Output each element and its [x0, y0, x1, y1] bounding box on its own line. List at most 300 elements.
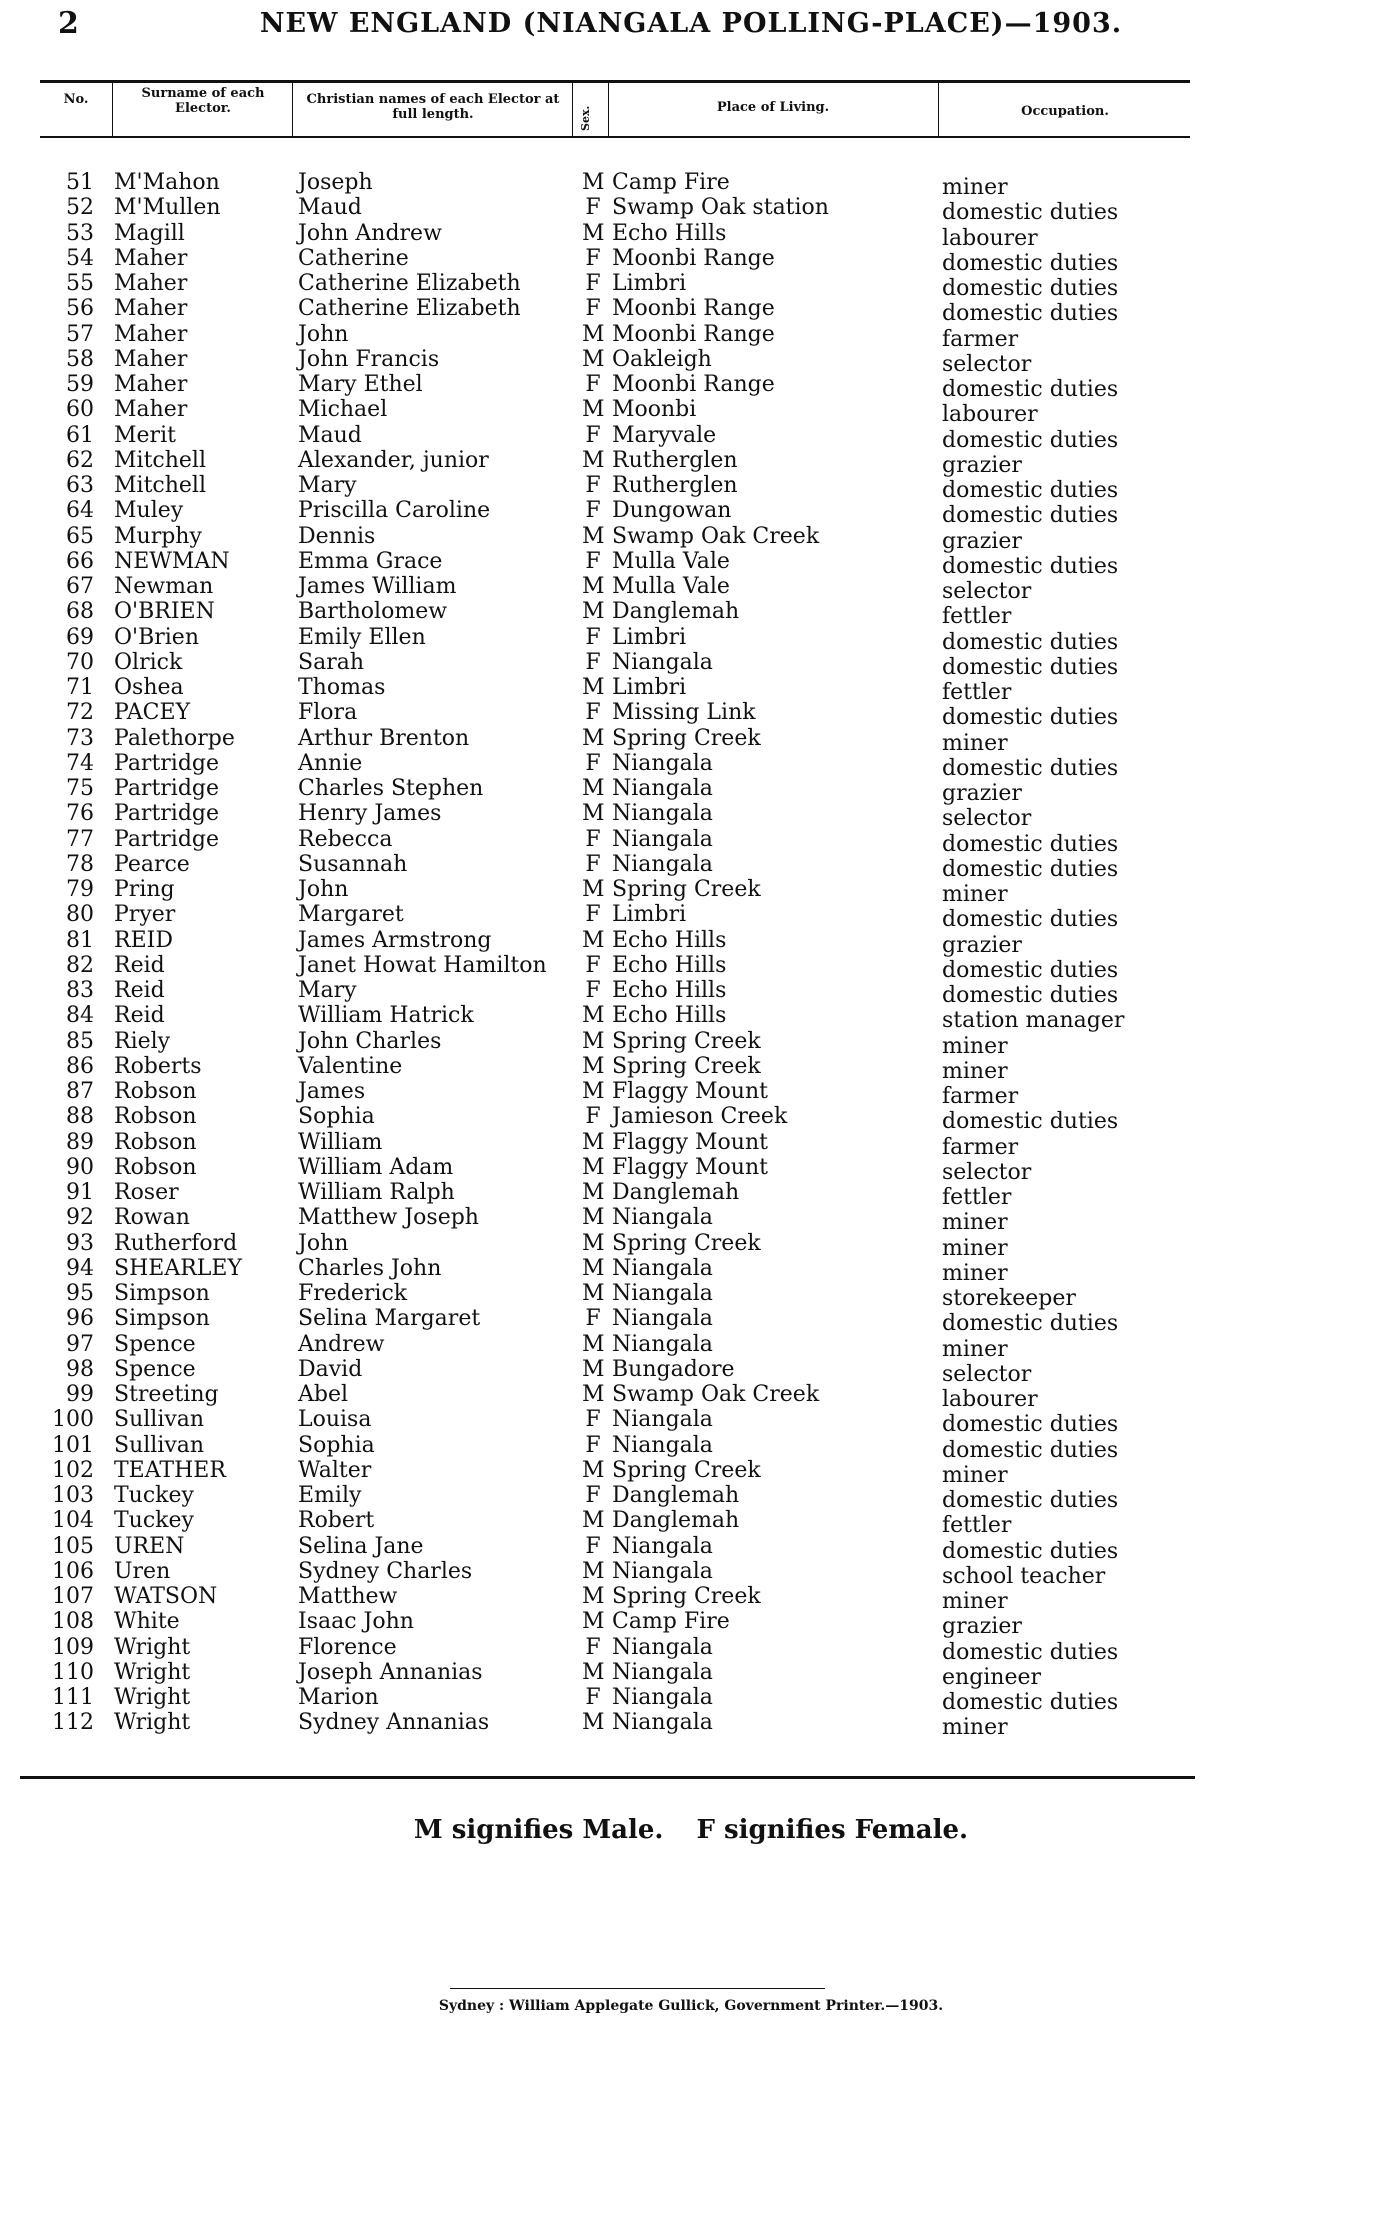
elector-christian-names: James — [298, 1079, 366, 1104]
elector-number: 95 — [66, 1281, 94, 1306]
elector-occupation: domestic duties — [942, 983, 1119, 1008]
elector-christian-names: Selina Jane — [298, 1533, 424, 1559]
table-row — [0, 1659, 1382, 1690]
elector-occupation: domestic duties — [942, 755, 1119, 781]
elector-number: 99 — [66, 1382, 94, 1407]
elector-number: 79 — [66, 877, 94, 902]
elector-christian-names: Flora — [298, 700, 358, 726]
table-row — [0, 397, 1382, 428]
column-divider — [938, 82, 939, 138]
table-row — [0, 1356, 1382, 1387]
elector-christian-names: Walter — [298, 1457, 372, 1483]
elector-surname: Riely — [114, 1028, 171, 1054]
table-row — [0, 877, 1382, 907]
elector-place: Missing Link — [612, 700, 756, 726]
elector-occupation: domestic duties — [942, 907, 1119, 933]
elector-christian-names: Catherine Elizabeth — [298, 271, 521, 296]
elector-sex: M — [582, 1079, 605, 1104]
elector-sex: M — [582, 1053, 605, 1079]
elector-occupation: selector — [942, 579, 1032, 604]
elector-christian-names: William Adam — [298, 1154, 454, 1180]
elector-sex: M — [582, 725, 605, 751]
elector-occupation: engineer — [942, 1664, 1042, 1690]
elector-christian-names: Michael — [298, 397, 388, 423]
elector-number: 57 — [66, 321, 94, 347]
elector-christian-names: Catherine Elizabeth — [298, 296, 521, 322]
elector-number: 51 — [66, 170, 94, 195]
elector-surname: Robson — [114, 1129, 197, 1155]
elector-sex: M — [582, 599, 605, 625]
elector-occupation: fettler — [942, 1513, 1012, 1539]
elector-place: Maryvale — [612, 422, 717, 448]
elector-surname: Partridge — [114, 826, 220, 852]
elector-occupation: domestic duties — [942, 957, 1119, 983]
elector-surname: Pryer — [114, 902, 176, 928]
elector-sex: F — [585, 245, 601, 271]
elector-place: Rutherglen — [612, 447, 738, 473]
elector-place: Mulla Vale — [612, 548, 730, 574]
table-row — [0, 1255, 1382, 1286]
header-no: No. — [63, 92, 89, 107]
elector-place: Moonbi Range — [612, 245, 775, 271]
elector-surname: SHEARLEY — [114, 1255, 242, 1281]
elector-place: Echo Hills — [612, 1003, 727, 1029]
header-place: Place of Living. — [716, 100, 830, 115]
elector-christian-names: John Francis — [298, 346, 440, 372]
elector-sex: F — [585, 473, 601, 498]
elector-occupation: domestic duties — [942, 250, 1119, 276]
elector-number: 73 — [66, 725, 94, 751]
elector-number: 80 — [66, 902, 94, 928]
elector-christian-names: Priscilla Caroline — [298, 498, 491, 524]
elector-christian-names: William — [298, 1129, 383, 1155]
elector-occupation: domestic duties — [942, 1538, 1119, 1564]
elector-sex: F — [585, 195, 601, 221]
elector-place: Danglemah — [612, 1483, 740, 1508]
table-row — [0, 1079, 1382, 1109]
elector-christian-names: Mary — [298, 473, 357, 498]
elector-occupation: grazier — [942, 932, 1022, 958]
elector-surname: Oshea — [114, 675, 184, 700]
elector-number: 103 — [52, 1483, 94, 1508]
elector-surname: Pring — [114, 877, 175, 902]
elector-number: 98 — [66, 1356, 94, 1382]
elector-occupation: miner — [942, 1033, 1008, 1059]
elector-number: 93 — [66, 1230, 94, 1256]
elector-occupation: domestic duties — [942, 856, 1119, 882]
elector-number: 63 — [66, 473, 94, 498]
elector-sex: F — [585, 498, 601, 524]
elector-surname: Partridge — [114, 750, 220, 776]
elector-sex: M — [582, 574, 605, 599]
elector-christian-names: Sydney Charles — [298, 1558, 473, 1584]
column-divider — [112, 82, 113, 138]
elector-christian-names: Margaret — [298, 902, 404, 928]
elector-surname: Merit — [114, 422, 176, 448]
elector-christian-names: Bartholomew — [298, 599, 448, 625]
elector-christian-names: Sophia — [298, 1432, 375, 1458]
elector-sex: M — [582, 1584, 605, 1609]
elector-place: Niangala — [612, 1331, 713, 1357]
elector-place: Flaggy Mount — [612, 1129, 768, 1155]
elector-sex: M — [582, 1230, 605, 1256]
elector-christian-names: Joseph — [298, 170, 373, 195]
elector-number: 81 — [66, 927, 94, 953]
elector-place: Niangala — [612, 1205, 713, 1231]
elector-christian-names: Henry James — [298, 801, 442, 827]
elector-christian-names: Joseph Annanias — [298, 1659, 483, 1685]
header-bottom-rule — [40, 136, 1190, 138]
elector-surname: O'Brien — [114, 624, 199, 650]
elector-number: 66 — [66, 548, 94, 574]
elector-sex: M — [582, 1003, 605, 1029]
header-surname: Surname of each Elector. — [141, 86, 265, 116]
elector-occupation: farmer — [942, 1134, 1019, 1160]
elector-number: 91 — [66, 1180, 94, 1205]
table-row — [0, 523, 1382, 554]
elector-place: Limbri — [612, 902, 687, 928]
elector-place: Spring Creek — [612, 1584, 761, 1609]
elector-number: 85 — [66, 1028, 94, 1054]
elector-number: 82 — [66, 952, 94, 978]
table-row — [0, 574, 1382, 604]
table-row — [0, 1205, 1382, 1236]
elector-occupation: labourer — [942, 1387, 1038, 1412]
table-row — [0, 1028, 1382, 1059]
elector-number: 100 — [52, 1407, 94, 1433]
elector-occupation: storekeeper — [942, 1286, 1076, 1311]
elector-sex: F — [585, 1407, 601, 1433]
elector-occupation: farmer — [942, 1084, 1019, 1109]
elector-place: Limbri — [612, 624, 687, 650]
elector-number: 59 — [66, 372, 94, 397]
column-divider — [292, 82, 293, 138]
elector-sex: F — [585, 1685, 601, 1710]
elector-occupation: domestic duties — [942, 1311, 1119, 1337]
elector-christian-names: Mary Ethel — [298, 372, 423, 397]
elector-sex: F — [585, 1483, 601, 1508]
elector-place: Niangala — [612, 1432, 713, 1458]
elector-surname: Wright — [114, 1710, 191, 1736]
elector-place: Jamieson Creek — [612, 1104, 788, 1130]
elector-sex: M — [582, 523, 605, 549]
elector-sex: M — [582, 397, 605, 423]
elector-number: 67 — [66, 574, 94, 599]
elector-place: Niangala — [612, 1558, 713, 1584]
elector-surname: M'Mullen — [114, 195, 221, 221]
elector-sex: F — [585, 952, 601, 978]
elector-surname: Spence — [114, 1356, 196, 1382]
elector-occupation: miner — [942, 1260, 1008, 1286]
elector-surname: Newman — [114, 574, 214, 599]
column-divider — [608, 82, 609, 138]
elector-number: 106 — [52, 1558, 94, 1584]
elector-number: 55 — [66, 271, 94, 296]
table-row — [0, 195, 1382, 226]
elector-occupation: domestic duties — [942, 705, 1119, 731]
elector-christian-names: Alexander, junior — [298, 447, 489, 473]
elector-surname: Maher — [114, 372, 188, 397]
elector-occupation: miner — [942, 1058, 1008, 1084]
column-divider — [572, 82, 573, 138]
elector-place: Limbri — [612, 271, 687, 296]
elector-place: Spring Creek — [612, 877, 761, 902]
elector-christian-names: Matthew — [298, 1584, 398, 1609]
elector-occupation: grazier — [942, 781, 1022, 806]
elector-number: 90 — [66, 1154, 94, 1180]
elector-surname: Tuckey — [114, 1508, 194, 1534]
legend-female: F signifies Female. — [696, 1815, 969, 1845]
elector-surname: TEATHER — [114, 1457, 226, 1483]
elector-number: 111 — [52, 1685, 94, 1710]
elector-christian-names: Janet Howat Hamilton — [298, 952, 547, 978]
elector-surname: Maher — [114, 296, 188, 322]
elector-place: Moonbi — [612, 397, 697, 423]
elector-sex: M — [582, 447, 605, 473]
table-row — [0, 750, 1382, 781]
table-row — [0, 422, 1382, 453]
table-row — [0, 220, 1382, 251]
elector-sex: M — [582, 346, 605, 372]
elector-number: 109 — [52, 1634, 94, 1660]
table-row — [0, 271, 1382, 301]
elector-place: Swamp Oak Creek — [612, 1382, 820, 1407]
elector-sex: M — [582, 927, 605, 953]
elector-place: Niangala — [612, 1634, 713, 1660]
elector-number: 104 — [52, 1508, 94, 1534]
elector-occupation: domestic duties — [942, 427, 1119, 453]
elector-place: Niangala — [612, 1281, 713, 1306]
table-row — [0, 447, 1382, 478]
table-row — [0, 1407, 1382, 1438]
elector-number: 86 — [66, 1053, 94, 1079]
elector-christian-names: Arthur Brenton — [298, 725, 470, 751]
elector-surname: Roberts — [114, 1053, 202, 1079]
elector-occupation: grazier — [942, 528, 1022, 554]
elector-number: 83 — [66, 978, 94, 1003]
header-top-rule — [40, 80, 1190, 83]
elector-occupation: domestic duties — [942, 831, 1119, 857]
elector-christian-names: Maud — [298, 195, 362, 221]
elector-number: 102 — [52, 1457, 94, 1483]
elector-place: Echo Hills — [612, 220, 727, 246]
elector-occupation: domestic duties — [942, 629, 1119, 655]
table-row — [0, 776, 1382, 806]
elector-place: Danglemah — [612, 1180, 740, 1205]
elector-christian-names: Louisa — [298, 1407, 372, 1433]
elector-occupation: grazier — [942, 1614, 1022, 1640]
elector-occupation: fettler — [942, 680, 1012, 705]
table-row — [0, 372, 1382, 402]
elector-sex: M — [582, 776, 605, 801]
elector-occupation: domestic duties — [942, 276, 1119, 301]
table-row — [0, 1306, 1382, 1337]
table-row — [0, 1558, 1382, 1589]
elector-surname: Partridge — [114, 801, 220, 827]
elector-christian-names: Susannah — [298, 851, 408, 877]
elector-occupation: station manager — [942, 1008, 1125, 1034]
elector-number: 61 — [66, 422, 94, 448]
elector-surname: M'Mahon — [114, 170, 220, 195]
elector-place: Niangala — [612, 649, 713, 675]
table-row — [0, 548, 1382, 579]
elector-sex: F — [585, 978, 601, 1003]
elector-christian-names: William Ralph — [298, 1180, 455, 1205]
elector-number: 112 — [52, 1710, 94, 1736]
elector-sex: M — [582, 170, 605, 195]
elector-surname: Robson — [114, 1104, 197, 1130]
elector-surname: Palethorpe — [114, 725, 235, 751]
elector-surname: Reid — [114, 978, 165, 1003]
elector-place: Niangala — [612, 801, 713, 827]
elector-surname: Maher — [114, 397, 188, 423]
elector-christian-names: Valentine — [298, 1053, 403, 1079]
elector-number: 108 — [52, 1609, 94, 1635]
table-row — [0, 826, 1382, 857]
elector-number: 94 — [66, 1255, 94, 1281]
table-row — [0, 1180, 1382, 1210]
elector-number: 65 — [66, 523, 94, 549]
elector-sex: F — [585, 624, 601, 650]
table-row — [0, 851, 1382, 882]
header-sex: Sex. — [579, 105, 592, 131]
elector-surname: Reid — [114, 952, 165, 978]
elector-place: Niangala — [612, 1255, 713, 1281]
header-occupation: Occupation. — [1021, 104, 1109, 119]
elector-number: 54 — [66, 245, 94, 271]
elector-occupation: fettler — [942, 1185, 1012, 1210]
elector-number: 105 — [52, 1533, 94, 1559]
elector-occupation: miner — [942, 1235, 1008, 1261]
elector-christian-names: William Hatrick — [298, 1003, 474, 1029]
elector-occupation: domestic duties — [942, 1690, 1119, 1715]
elector-christian-names: Frederick — [298, 1281, 408, 1306]
electors-list — [0, 170, 1382, 1741]
elector-sex: M — [582, 801, 605, 827]
elector-christian-names: Emily — [298, 1483, 362, 1508]
table-row — [0, 927, 1382, 958]
elector-christian-names: Annie — [298, 750, 363, 776]
elector-sex: M — [582, 1281, 605, 1306]
elector-place: Spring Creek — [612, 725, 761, 751]
elector-place: Niangala — [612, 1710, 713, 1736]
elector-occupation: domestic duties — [942, 478, 1119, 503]
elector-surname: Magill — [114, 220, 185, 246]
elector-surname: Sullivan — [114, 1432, 205, 1458]
elector-place: Spring Creek — [612, 1230, 761, 1256]
elector-sex: F — [585, 1432, 601, 1458]
table-row — [0, 1710, 1382, 1741]
elector-number: 72 — [66, 700, 94, 726]
table-row — [0, 1382, 1382, 1412]
elector-occupation: miner — [942, 1462, 1008, 1488]
legend — [0, 1815, 1382, 1845]
table-row — [0, 1104, 1382, 1135]
elector-number: 53 — [66, 220, 94, 246]
table-row — [0, 1584, 1382, 1614]
table-row — [0, 599, 1382, 630]
footer-rule — [450, 1988, 825, 1989]
elector-place: Echo Hills — [612, 952, 727, 978]
elector-occupation: miner — [942, 730, 1008, 756]
elector-surname: Tuckey — [114, 1483, 194, 1508]
elector-surname: Uren — [114, 1558, 171, 1584]
elector-surname: Streeting — [114, 1382, 219, 1407]
elector-place: Spring Creek — [612, 1457, 761, 1483]
elector-surname: PACEY — [114, 700, 191, 726]
table-row — [0, 978, 1382, 1008]
elector-christian-names: Dennis — [298, 523, 376, 549]
elector-christian-names: John — [298, 321, 349, 347]
elector-occupation: miner — [942, 1210, 1008, 1236]
table-row — [0, 473, 1382, 503]
elector-christian-names: Emily Ellen — [298, 624, 426, 650]
table-row — [0, 1003, 1382, 1034]
elector-occupation: domestic duties — [942, 1639, 1119, 1665]
elector-occupation: domestic duties — [942, 503, 1119, 529]
table-row — [0, 1281, 1382, 1311]
elector-christian-names: Emma Grace — [298, 548, 443, 574]
elector-surname: Mitchell — [114, 473, 206, 498]
elector-place: Oakleigh — [612, 346, 712, 372]
elector-place: Niangala — [612, 1407, 713, 1433]
elector-place: Mulla Vale — [612, 574, 730, 599]
elector-number: 74 — [66, 750, 94, 776]
elector-sex: F — [585, 422, 601, 448]
elector-place: Niangala — [612, 1533, 713, 1559]
elector-surname: Maher — [114, 271, 188, 296]
elector-sex: M — [582, 220, 605, 246]
elector-sex: M — [582, 675, 605, 700]
elector-sex: M — [582, 1659, 605, 1685]
elector-place: Swamp Oak station — [612, 195, 829, 221]
elector-place: Echo Hills — [612, 978, 727, 1003]
elector-surname: Robson — [114, 1079, 197, 1104]
elector-occupation: farmer — [942, 326, 1019, 352]
elector-occupation: miner — [942, 1589, 1008, 1614]
elector-sex: F — [585, 296, 601, 322]
elector-surname: Robson — [114, 1154, 197, 1180]
elector-surname: Sullivan — [114, 1407, 205, 1433]
page-number: 2 — [58, 6, 79, 41]
elector-sex: M — [582, 1382, 605, 1407]
table-row — [0, 1508, 1382, 1539]
elector-christian-names: Isaac John — [298, 1609, 414, 1635]
elector-number: 88 — [66, 1104, 94, 1130]
elector-christian-names: James Armstrong — [298, 927, 492, 953]
elector-sex: F — [585, 548, 601, 574]
elector-christian-names: Florence — [298, 1634, 397, 1660]
elector-sex: F — [585, 372, 601, 397]
elector-number: 68 — [66, 599, 94, 625]
elector-number: 56 — [66, 296, 94, 322]
elector-sex: F — [585, 750, 601, 776]
elector-occupation: domestic duties — [942, 377, 1119, 402]
elector-sex: M — [582, 1558, 605, 1584]
elector-surname: Maher — [114, 321, 188, 347]
elector-occupation: selector — [942, 1361, 1032, 1387]
elector-number: 62 — [66, 447, 94, 473]
table-row — [0, 700, 1382, 731]
elector-christian-names: Rebecca — [298, 826, 393, 852]
elector-place: Danglemah — [612, 599, 740, 625]
table-row — [0, 952, 1382, 983]
elector-place: Spring Creek — [612, 1028, 761, 1054]
elector-occupation: domestic duties — [942, 654, 1119, 680]
elector-christian-names: John Charles — [298, 1028, 442, 1054]
elector-christian-names: Robert — [298, 1508, 375, 1534]
elector-sex: M — [582, 1508, 605, 1534]
